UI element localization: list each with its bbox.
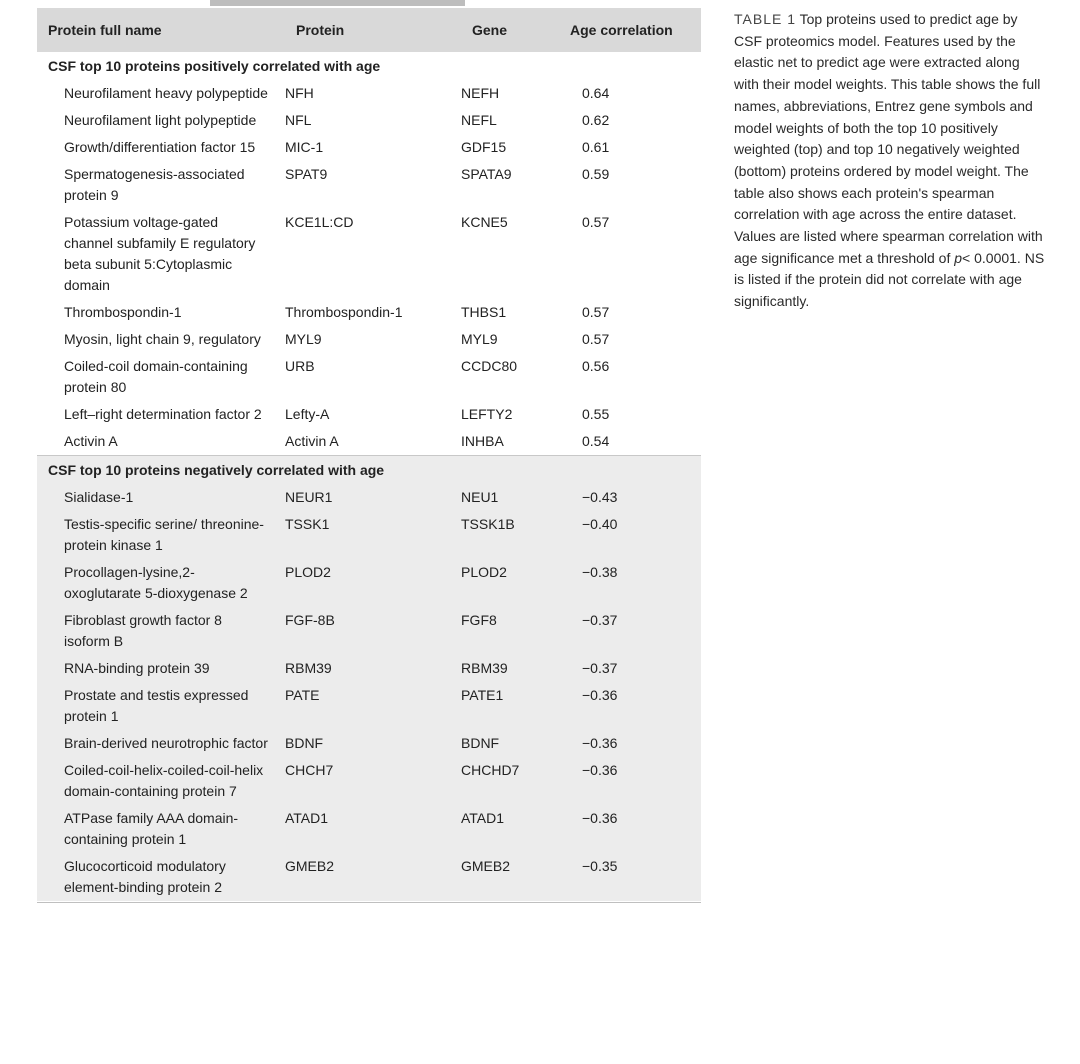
protein-abbrev-cell: GMEB2 [285, 858, 335, 874]
gene-cell: CHCHD7 [461, 762, 520, 778]
section-row-positive [37, 52, 701, 80]
table-row [37, 428, 701, 456]
gene-cell: THBS1 [461, 304, 507, 320]
table-row [37, 326, 701, 353]
protein-full-name-cell: Coiled-coil-helix-coiled-coil-helix domain-containing protein 7 [64, 762, 264, 799]
protein-full-name-cell: Myosin, light chain 9, regulatory [64, 331, 261, 347]
table-row [37, 559, 701, 607]
age-correlation-cell: 0.56 [582, 358, 610, 374]
gene-cell: INHBA [461, 433, 504, 449]
table-row [37, 805, 701, 853]
age-correlation-cell: 0.57 [582, 214, 610, 230]
age-correlation-cell: 0.57 [582, 331, 610, 347]
protein-abbrev-cell: Lefty-A [285, 406, 330, 422]
protein-abbrev-cell: KCE1L:CD [285, 214, 354, 230]
gene-cell: NEU1 [461, 489, 499, 505]
table-row [37, 107, 701, 134]
gene-cell: GMEB2 [461, 858, 511, 874]
negative-section [37, 456, 701, 902]
gene-cell: CCDC80 [461, 358, 518, 374]
protein-abbrev-cell: BDNF [285, 735, 324, 751]
protein-full-name-cell: Sialidase-1 [64, 489, 134, 505]
table-row [37, 730, 701, 757]
table-row [37, 80, 701, 107]
gene-cell: MYL9 [461, 331, 498, 347]
table-row [37, 484, 701, 511]
protein-full-name-cell: Coiled-coil domain-containing protein 80 [64, 358, 248, 395]
age-correlation-cell: −0.35 [582, 858, 618, 874]
protein-abbrev-cell: NEUR1 [285, 489, 333, 505]
age-correlation-cell: −0.36 [582, 810, 618, 826]
header-protein: Protein [285, 8, 461, 52]
gene-cell: PLOD2 [461, 564, 507, 580]
age-correlation-cell: 0.61 [582, 139, 610, 155]
age-correlation-cell: 0.54 [582, 433, 610, 449]
age-correlation-cell: −0.36 [582, 762, 618, 778]
protein-abbrev-cell: Activin A [285, 433, 339, 449]
age-correlation-cell: −0.40 [582, 516, 618, 532]
caption-p-symbol: p [954, 249, 963, 266]
protein-full-name-cell: Glucocorticoid modulatory element-binding protein 2 [64, 858, 226, 895]
protein-abbrev-cell: PLOD2 [285, 564, 331, 580]
age-correlation-cell: −0.37 [582, 660, 618, 676]
protein-full-name-cell: Neurofilament light polypeptide [64, 112, 257, 128]
protein-table-container [37, 8, 701, 901]
age-correlation-cell: 0.55 [582, 406, 610, 422]
protein-table [37, 8, 701, 901]
section-title-negative: CSF top 10 proteins negatively correlated with age [37, 456, 701, 485]
gene-cell: GDF15 [461, 139, 507, 155]
section-title-positive: CSF top 10 proteins positively correlated with age [48, 57, 381, 74]
protein-full-name-cell: Testis-specific serine/ threonine-protein kinase 1 [64, 516, 264, 553]
age-correlation-cell: −0.36 [582, 735, 618, 751]
gene-cell: FGF8 [461, 612, 497, 628]
protein-abbrev-cell: MYL9 [285, 331, 322, 347]
table-row [37, 299, 701, 326]
table-row [37, 511, 701, 559]
gene-cell: NEFH [461, 85, 500, 101]
protein-abbrev-cell: SPAT9 [285, 166, 328, 182]
protein-full-name-cell: Potassium voltage-gated channel subfamily E regulatory beta subunit 5:Cytoplasmic domain [64, 214, 256, 293]
protein-abbrev-cell: RBM39 [285, 660, 332, 676]
protein-abbrev-cell: URB [285, 358, 315, 374]
gene-cell: SPATA9 [461, 166, 512, 182]
table-caption [734, 9, 1046, 313]
protein-full-name-cell: Neurofilament heavy polypeptide [64, 85, 268, 101]
table-bottom-rule [37, 902, 701, 903]
protein-full-name-cell: Spermatogenesis-associated protein 9 [64, 166, 245, 203]
gene-cell: RBM39 [461, 660, 508, 676]
header-age-correlation: Age correlation [570, 8, 701, 52]
protein-abbrev-cell: FGF-8B [285, 612, 335, 628]
protein-full-name-cell: Left–right determination factor 2 [64, 406, 262, 422]
protein-abbrev-cell: ATAD1 [285, 810, 329, 826]
age-correlation-cell: −0.38 [582, 564, 618, 580]
header-protein-full-name: Protein full name [37, 8, 285, 52]
caption-label: TABLE 1 [734, 11, 796, 27]
gene-cell: LEFTY2 [461, 406, 513, 422]
age-correlation-cell: −0.43 [582, 489, 618, 505]
gene-cell: NEFL [461, 112, 497, 128]
protein-abbrev-cell: NFH [285, 85, 314, 101]
gene-cell: BDNF [461, 735, 500, 751]
protein-full-name-cell: Prostate and testis expressed protein 1 [64, 687, 249, 724]
header-gene: Gene [461, 8, 570, 52]
age-correlation-cell: −0.37 [582, 612, 618, 628]
gene-cell: TSSK1B [461, 516, 515, 532]
top-header-bar [210, 0, 465, 6]
protein-full-name-cell: Fibroblast growth factor 8 isoform B [64, 612, 222, 649]
table-row [37, 682, 701, 730]
age-correlation-cell: 0.64 [582, 85, 610, 101]
protein-abbrev-cell: Thrombospondin-1 [285, 304, 403, 320]
protein-abbrev-cell: CHCH7 [285, 762, 334, 778]
protein-full-name-cell: RNA-binding protein 39 [64, 660, 210, 676]
gene-cell: ATAD1 [461, 810, 505, 826]
gene-cell: PATE1 [461, 687, 504, 703]
table-row [37, 655, 701, 682]
protein-full-name-cell: Procollagen-lysine,2-oxoglutarate 5-dioxygenase 2 [64, 564, 248, 601]
table-row [37, 134, 701, 161]
protein-abbrev-cell: MIC-1 [285, 139, 324, 155]
table-row [37, 607, 701, 655]
protein-abbrev-cell: NFL [285, 112, 312, 128]
table-row [37, 161, 701, 209]
table-row [37, 401, 701, 428]
protein-full-name-cell: ATPase family AAA domain-containing protein 1 [64, 810, 239, 847]
protein-abbrev-cell: TSSK1 [285, 516, 330, 532]
caption-text-end: < 0.0001. NS is listed if the protein did not correlate with age significantly. [734, 249, 1045, 310]
age-correlation-cell: −0.36 [582, 687, 618, 703]
protein-full-name-cell: Activin A [64, 433, 118, 449]
caption-text: Top proteins used to predict age by CSF proteomics model. Features used by the elastic net to predict age were extracted along with their model weights. This table shows the full names, abbreviations, Entrez gene symbols and model weights of both the top 10 positively weighted (top) and top 10 negatively weighted (bottom) proteins ordered by model weight. The table also shows each protein's spearman correlation with age across the entire dataset. Values are listed where spearman correlation with age significance met a threshold of [734, 11, 1043, 266]
positive-section [37, 52, 701, 456]
protein-full-name-cell: Growth/differentiation factor 15 [64, 139, 256, 155]
table-row [37, 853, 701, 901]
protein-full-name-cell: Brain-derived neurotrophic factor [64, 735, 268, 751]
age-correlation-cell: 0.57 [582, 304, 610, 320]
gene-cell: KCNE5 [461, 214, 508, 230]
protein-abbrev-cell: PATE [285, 687, 320, 703]
table-row [37, 757, 701, 805]
table-header-row [37, 8, 701, 52]
age-correlation-cell: 0.62 [582, 112, 610, 128]
table-row [37, 209, 701, 299]
table-row [37, 353, 701, 401]
protein-full-name-cell: Thrombospondin-1 [64, 304, 182, 320]
age-correlation-cell: 0.59 [582, 166, 610, 182]
section-row-negative [37, 456, 701, 485]
